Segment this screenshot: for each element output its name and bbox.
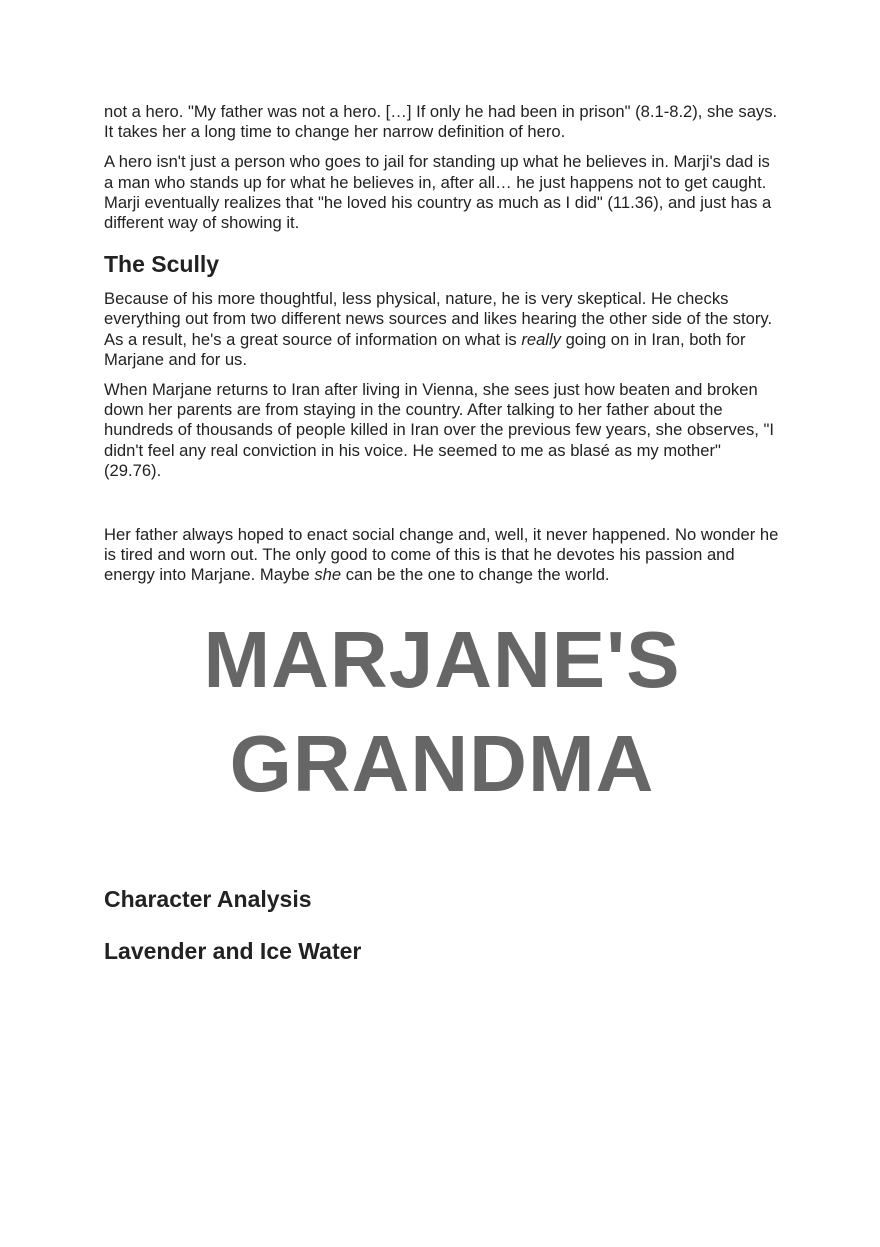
document-page [104,102,780,988]
section-title-line-2: GRANDMA [229,718,655,808]
heading-lavender-and-ice-water: Lavender and Ice Water [104,937,362,964]
paragraph-scully-1-emphasis: really [521,329,561,349]
spacer [104,491,780,525]
paragraph-scully-2: When Marjane returns to Iran after living in Vienna, she sees just how beaten and broken down her parents are from staying in the country. After talking to her father about the hundreds of thousands of people killed in Iran over the previous few years, she observes, "I didn't feel any real conviction in his voice. He seemed to me as blasé as my mother" (29.76). [104,380,775,480]
paragraph-scully-3-text-a: Her father always hoped to enact social change and, well, it never happened. No wonder he is tired and worn out. The only good to come of this is that he devotes his passion and energy into Marjane. Maybe [104,525,779,585]
paragraph-scully-3-text-b: can be the one to change the world. [341,565,610,585]
heading-the-scully: The Scully [104,251,220,278]
paragraph-scully-3-emphasis: she [314,565,342,585]
paragraph-scully-1 [104,289,780,370]
paragraph-dad-2: A hero isn't just a person who goes to jail for standing up what he believes in. Marji's dad is a man who stands up for what he believes in, after all… he just happens not to get caught. Marji eventually realizes that "he loved his country as much as I did" (11.36), and just has a different way of showing it. [104,152,772,233]
section-title-marjanes-grandma [104,608,780,816]
paragraph-scully-1-text-a: Because of his more thoughtful, less physical, nature, he is very skeptical. He checks everything out from two different news sources and likes hearing the other side of the story. As a result, he's a great source of information on what is [104,289,773,349]
section-title-line-1: MARJANE'S [203,614,681,704]
paragraph-scully-3 [104,525,780,586]
heading-character-analysis: Character Analysis [104,885,312,912]
paragraph-dad-1: not a hero. "My father was not a hero. […] If only he had been in prison" (8.1-8.2), she says. It takes her a long time to change her narrow definition of hero. [104,102,778,142]
paragraph-scully-1-text-b: going on in Iran, both for Marjane and for us. [104,329,746,369]
